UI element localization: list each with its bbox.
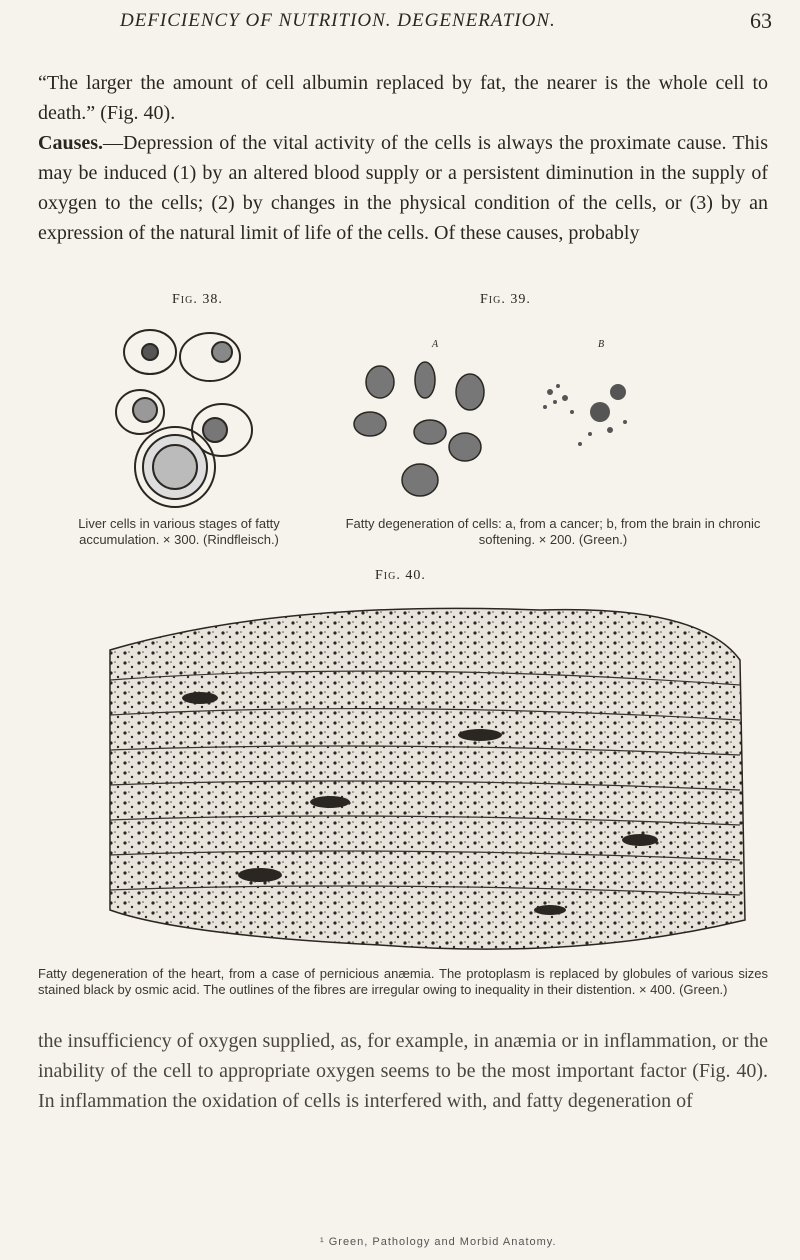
fig39-illustration [340,352,650,502]
fig39-label-a: a [432,336,440,351]
fig40-caption: Fatty degeneration of the heart, from a case of pernicious anæmia. The protoplasm is replaced by globules of various sizes stained black by osmic acid. The outlines of the fibres are irregular owing to inequality in their distention. × 400. (Green.) [38,966,768,997]
running-head: DEFICIENCY OF NUTRITION. DEGENERATION. [120,10,556,31]
causes-text: —Depression of the vital activity of the cells is always the proximate cause. This may be induced (1) by an altered blood supply or a persistent diminution in the supply of oxygen to the cells; (2) by changes in the physical condition of the cells, or (3) by an expression of the natural limit of life of the cells. Of these causes, probably [38,132,768,244]
fig39-label-b: b [598,336,606,351]
fig38-caption: Liver cells in various stages of fatty accumulation. × 300. (Rindfleisch.) [78,516,280,547]
causes-heading: Causes. [38,132,104,154]
fig40-illustration [80,590,770,960]
fig40-label: Fig. 40. [375,568,426,583]
opening-paragraph [38,68,768,248]
footnote: ¹ Green, Pathology and Morbid Anatomy. [320,1236,557,1248]
page-number: 63 [750,8,772,33]
fig39-label: Fig. 39. [480,292,531,307]
quote-text: “The larger the amount of cell albumin replaced by fat, the nearer is the whole cell to death.” (Fig. 40). [38,72,768,124]
fig38-label: Fig. 38. [172,292,223,307]
fig38-illustration [110,312,280,512]
fig39-caption: Fatty degeneration of cells: a, from a cancer; b, from the brain in chronic softening. × 200. (Green.) [345,516,761,547]
closing-paragraph: the insufficiency of oxygen supplied, as, for example, in anæmia or in inflammation, or the inability of the cell to appropriate oxygen seems to be the most important factor (Fig. 40). In inflammation the oxidation of cells is interfered with, and fatty degeneration of [38,1030,768,1112]
